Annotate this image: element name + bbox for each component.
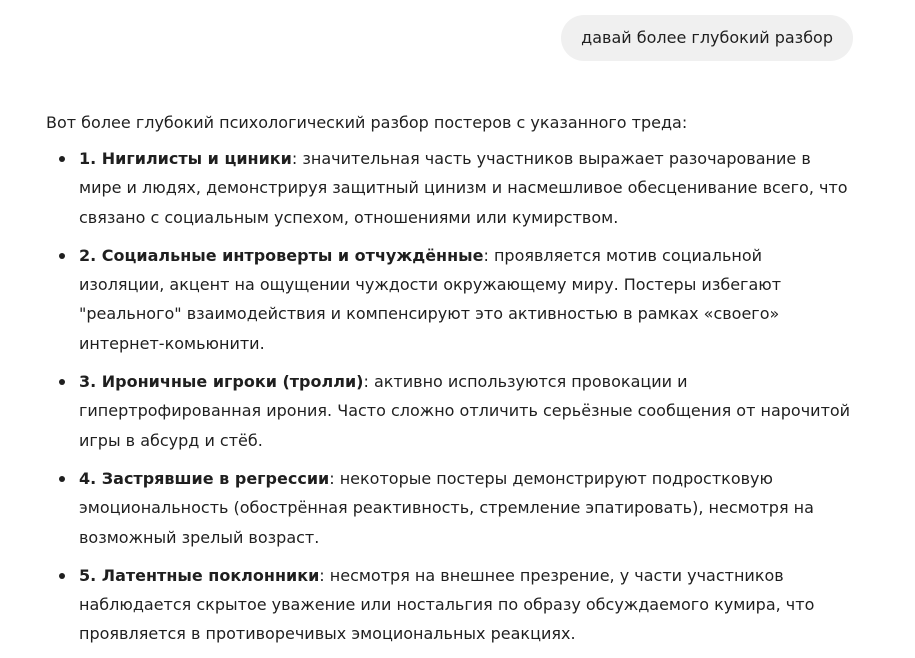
bullet-icon	[59, 573, 65, 579]
bullet-icon	[59, 476, 65, 482]
point-text: : некоторые постеры демонстрируют подростковую эмоциональность (обострённая реактивность, стремление эпатировать), несмотря на возможный зрелый возраст.	[79, 468, 814, 547]
bullet-icon	[59, 379, 65, 385]
point-text: : несмотря на внешнее презрение, у части участников наблюдается скрытое уважение или ностальгия по образу обсуждаемого кумира, что проявляется в противоречивых эмоциональных реакциях.	[79, 565, 815, 644]
user-message-text: давай более глубокий разбор	[581, 28, 833, 47]
point-text: : активно используются провокации и гипертрофированная ирония. Часто сложно отличить серьёзные сообщения от нарочитой игры в абсурд и стёб.	[79, 372, 851, 450]
point-title: 1. Нигилисты и циники	[79, 149, 292, 168]
bullet-icon	[59, 156, 65, 162]
point-title: 4. Застрявшие в регрессии	[79, 468, 330, 488]
assistant-response	[46, 108, 852, 658]
list-item	[46, 367, 852, 455]
list-item	[46, 464, 852, 552]
bullet-icon	[59, 253, 65, 259]
point-title: 2. Социальные интроверты и отчуждённые	[79, 245, 484, 265]
list-item	[46, 561, 852, 649]
response-point-list	[46, 144, 852, 649]
response-intro: Вот более глубокий психологический разбор постеров с указанного треда:	[46, 113, 688, 132]
list-item	[46, 241, 852, 358]
point-text: : значительная часть участников выражает разочарование в мире и людях, демонстрируя защитный цинизм и насмешливое обесценивание всего, что связано с социальным успехом, отношениями или кумирством.	[79, 149, 848, 227]
point-title: 5. Латентные поклонники	[79, 565, 320, 585]
point-title: 3. Ироничные игроки (тролли)	[79, 372, 364, 392]
list-item	[46, 144, 852, 232]
user-message-bubble	[561, 15, 853, 61]
point-text: : проявляется мотив социальной изоляции, акцент на ощущении чуждости окружающему миру. Постеры избегают "реального" взаимодействия и компенсируют это активностью в рамках «своего» интернет-комьюнити.	[79, 245, 782, 353]
